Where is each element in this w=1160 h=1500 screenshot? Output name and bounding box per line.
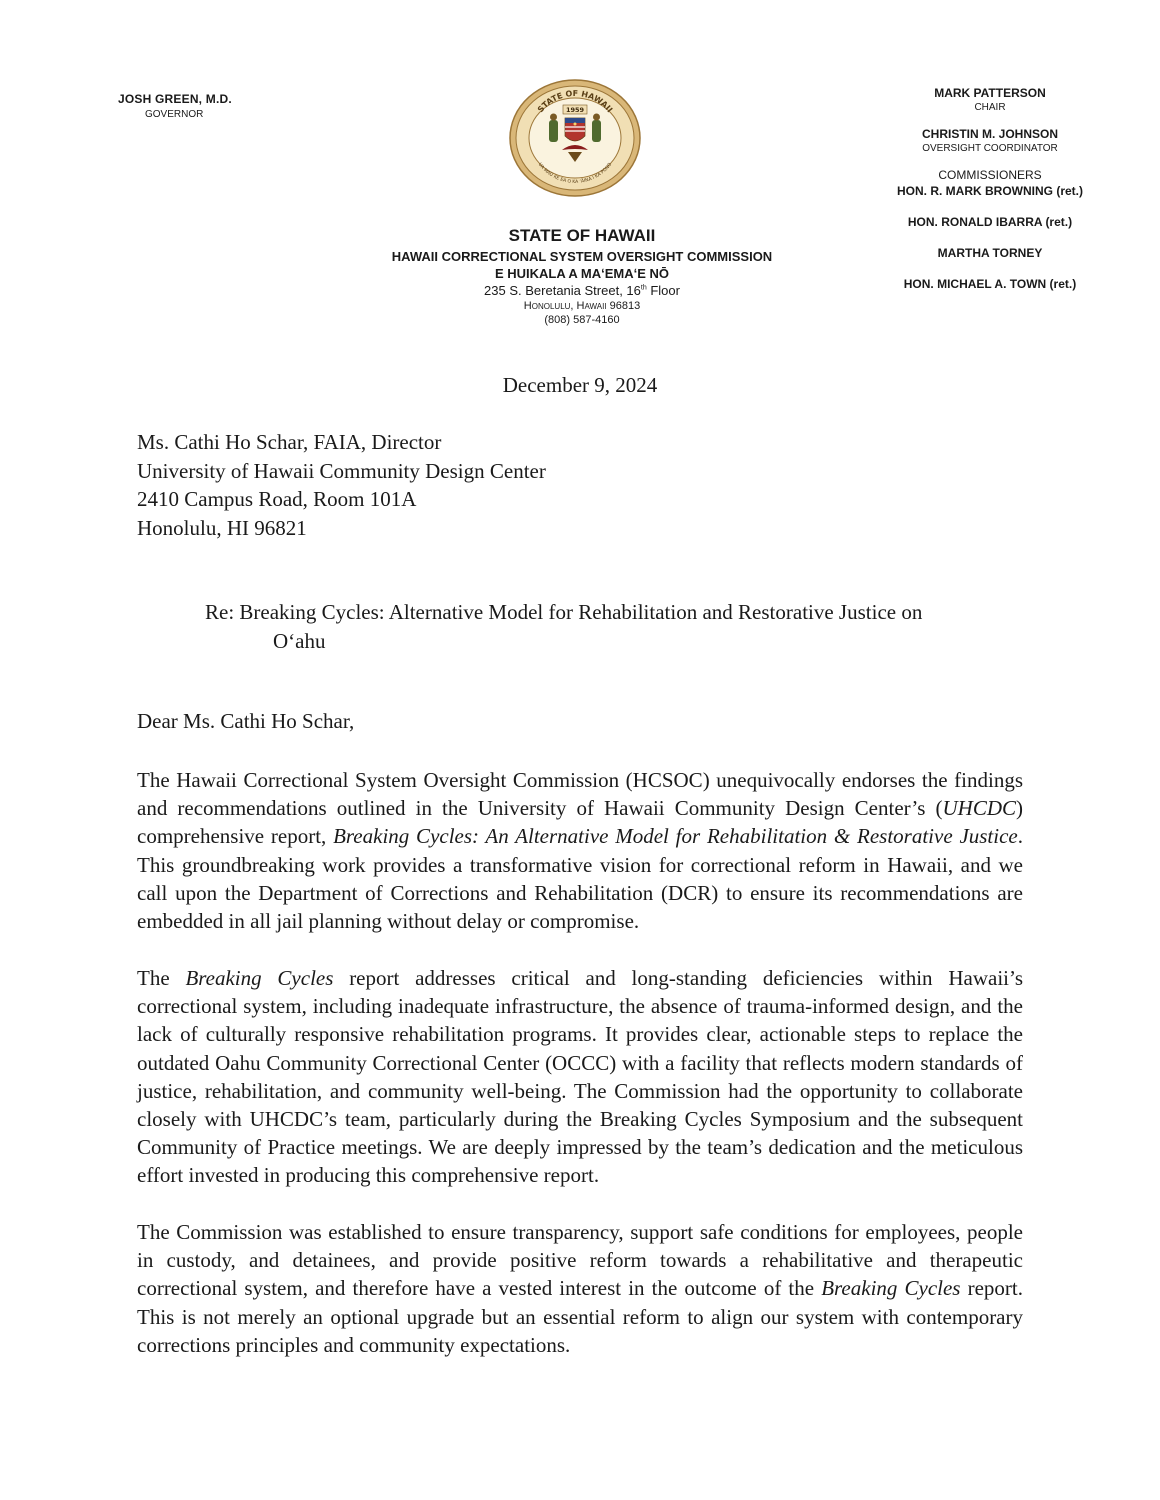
governor-name: JOSH GREEN, M.D. [118,92,232,106]
body-paragraph [137,964,1023,1190]
paragraph-text: The Hawaii Correctional System Oversight Commission (HCSOC) unequivocally endorses the findings and recommendations outlined in the University of Hawaii Community Design Center’s ( [137,768,1023,821]
street-address [332,283,832,298]
seal-year: 1959 [565,106,585,114]
coordinator-title: OVERSIGHT COORDINATOR [922,143,1058,154]
street-address-suffix: th [640,284,647,292]
commissioner-item: HON. R. MARK BROWNING (ret.) [897,184,1083,198]
state-seal-logo [508,78,642,198]
paragraph-text: The Commission was established to ensure transparency, support safe conditions for employees, people in custody, and detainees, and provide positive reform towards a rehabilitative and therapeutic correctional system, and therefore have a vested interest in the outcome of the [137,1220,1023,1301]
recipient-line: Honolulu, HI 96821 [137,515,307,540]
recipient-line: University of Hawaii Community Design Center [137,458,546,483]
salutation: Dear Ms. Cathi Ho Schar, [137,709,355,733]
commission-name: HAWAII CORRECTIONAL SYSTEM OVERSIGHT COMMISSION [391,249,773,264]
chair-title: CHAIR [974,102,1006,113]
governor-title: GOVERNOR [145,109,204,120]
report-title-italic: Breaking Cycles [185,966,334,990]
city-address: Honolulu, Hawaii 96813 [523,300,641,312]
chair-name: MARK PATTERSON [934,86,1046,100]
paragraph-italic-text: UHCDC [942,796,1016,821]
recipient-line: Ms. Cathi Ho Schar, FAIA, Director [137,430,442,454]
paragraph-text: The [137,966,186,990]
coordinator-name: CHRISTIN M. JOHNSON [921,127,1058,141]
state-name: STATE OF HAWAII [508,226,656,245]
commission-members [870,86,1110,291]
subject-line [205,598,1005,656]
recipient-address [137,428,546,542]
subject-line-2: Oʻahu [273,629,326,653]
report-title-italic: Breaking Cycles: An Alternative Model for Rehabilitation & Restorative Justice [333,824,1018,849]
subject-line-1: Re: Breaking Cycles: Alternative Model for Rehabilitation and Restorative Justice on [205,600,923,624]
phone-number: (808) 587-4160 [544,314,620,326]
governor-block [118,92,232,120]
paragraph-text: ) comprehensive report, [137,796,1023,849]
paragraph-text: report addresses critical and long-standing deficiencies within Hawaii’s correctional system, including inadequate infrastructure, the absence of trauma-informed design, and the lack of culturally responsive rehabilitation programs. It provides clear, actionable steps to replace the outdated Oahu Community Correctional Center (OCCC) with a facility that reflects modern standards of justice, rehabilitation, and community well-being. The Commission had the opportunity to collaborate closely with UHCDC’s team, particularly during the Breaking Cycles Symposium and the subsequent Community of Practice meetings. We are deeply impressed by the team’s dedication and the meticulous effort invested in producing this comprehensive report. [137,966,1023,1188]
commissioners-label: COMMISSIONERS [938,168,1042,182]
commissioner-item: MARTHA TORNEY [937,246,1043,260]
letterhead-header [332,226,832,326]
body-paragraph [137,1218,1023,1359]
letter-date: December 9, 2024 [502,373,658,397]
commission-hawaiian-name: E HUIKALA A MAʻEMAʻE NŌ [494,266,670,281]
body-paragraph [137,766,1023,935]
street-address-main: 235 S. Beretania Street, 16 [484,283,641,298]
seal-motto-text: UA MAU KE EA O KA ʻĀINA I KA PONO [536,162,614,186]
seal-ring-text: STATE OF HAWAII [535,88,615,115]
report-title-italic: Breaking Cycles [821,1276,961,1301]
commissioner-item: HON. RONALD IBARRA (ret.) [907,215,1073,229]
street-address-end: Floor [646,283,680,298]
commissioner-item: HON. MICHAEL A. TOWN (ret.) [903,277,1077,291]
recipient-line: 2410 Campus Road, Room 101A [137,487,417,511]
paragraph-text: report. This is not merely an optional upgrade but an essential reform to align our system with contemporary corrections principles and community expectations. [137,1276,1023,1357]
paragraph-text: . This groundbreaking work provides a transformative vision for correctional reform in Hawaii, and we call upon the Department of Corrections and Rehabilitation (DCR) to ensure its recommendations are embedded in all jail planning without delay or compromise. [137,824,1023,934]
